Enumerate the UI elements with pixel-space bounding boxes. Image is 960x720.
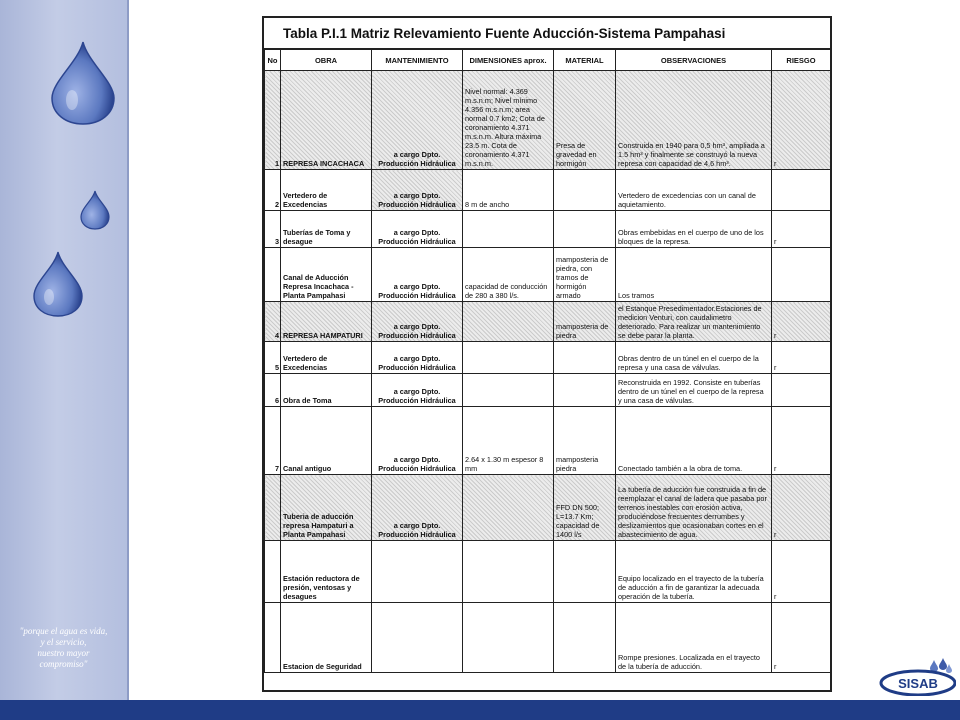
header-riesgo: RIESGO bbox=[772, 50, 831, 71]
cell-dim: capacidad de conducción de 280 a 380 l/s. bbox=[463, 248, 554, 302]
motto-line: nuestro mayor bbox=[37, 648, 90, 658]
cell-mat: FFD DN 500; L=13.7 Km; capacidad de 1400 l/s bbox=[554, 475, 616, 541]
cell-risk: r bbox=[772, 71, 831, 170]
sisab-logo bbox=[878, 658, 956, 696]
table-row bbox=[265, 603, 831, 673]
cell-dim: Nivel normal: 4.369 m.s.n.m; Nivel mínimo 4.356 m.s.n.m; area normal 0.7 km2; Cota de coronamiento 4.371 m.s.n.m. Altura máxima 23.5 m. Cota de coronamiento 4.371 m.s.n.m. bbox=[463, 71, 554, 170]
table-row bbox=[265, 71, 831, 170]
cell-obra: REPRESA INCACHACA bbox=[281, 71, 372, 170]
cell-mat bbox=[554, 541, 616, 603]
cell-no: 6 bbox=[265, 374, 281, 407]
cell-mant bbox=[372, 541, 463, 603]
cell-risk: r bbox=[772, 541, 831, 603]
cell-mant: a cargo Dpto. Producción Hidráulica bbox=[372, 170, 463, 211]
cell-obra: Vertedero de Excedencias bbox=[281, 342, 372, 374]
cell-dim: 2.64 x 1.30 m espesor 8 mm bbox=[463, 407, 554, 475]
cell-obs: Construida en 1940 para 0,5 hm³, ampliada a 1.5 hm³ y finalmente se construyó la nueva represa con capacidad de 4,6 hm³. bbox=[616, 71, 772, 170]
cell-dim: 8 m de ancho bbox=[463, 170, 554, 211]
motto-line: compromiso" bbox=[39, 659, 88, 669]
header-material: MATERIAL bbox=[554, 50, 616, 71]
cell-mant: a cargo Dpto. Producción Hidráulica bbox=[372, 71, 463, 170]
cell-no bbox=[265, 603, 281, 673]
cell-obs: Equipo localizado en el trayecto de la tubería de aducción a fin de garantizar la adecuada operación de la tubería. bbox=[616, 541, 772, 603]
cell-mant bbox=[372, 603, 463, 673]
cell-obra: Estación reductora de presión, ventosas y desagues bbox=[281, 541, 372, 603]
header-no: No bbox=[265, 50, 281, 71]
cell-risk: r bbox=[772, 475, 831, 541]
header-obra: OBRA bbox=[281, 50, 372, 71]
cell-no: 2 bbox=[265, 170, 281, 211]
cell-no: 3 bbox=[265, 211, 281, 248]
cell-mat bbox=[554, 374, 616, 407]
cell-mant: a cargo Dpto. Producción Hidráulica bbox=[372, 407, 463, 475]
table-row bbox=[265, 407, 831, 475]
survey-matrix-table bbox=[264, 49, 831, 673]
cell-mant: a cargo Dpto. Producción Hidráulica bbox=[372, 342, 463, 374]
table-row bbox=[265, 211, 831, 248]
cell-obs: el Estanque Presedimentador.Estaciones de medicion Venturi, con caudalimetro deteriorado. Para realizar un mantenimiento se debe parar la planta. bbox=[616, 302, 772, 342]
cell-mant: a cargo Dpto. Producción Hidráulica bbox=[372, 211, 463, 248]
cell-risk: r bbox=[772, 603, 831, 673]
cell-obra: Tuberías de Toma y desague bbox=[281, 211, 372, 248]
cell-no: 5 bbox=[265, 342, 281, 374]
table-row bbox=[265, 302, 831, 342]
table-row bbox=[265, 170, 831, 211]
logo-text: SISAB bbox=[898, 676, 938, 691]
cell-risk: r bbox=[772, 407, 831, 475]
cell-obs: Obras dentro de un túnel en el cuerpo de la represa y una casa de válvulas. bbox=[616, 342, 772, 374]
sidebar-panel bbox=[0, 0, 129, 700]
motto-line: "porque el agua es vida, bbox=[19, 626, 108, 636]
cell-obra: Estacion de Seguridad bbox=[281, 603, 372, 673]
cell-dim bbox=[463, 342, 554, 374]
small-water-drop-icon bbox=[80, 190, 110, 230]
cell-obra: Obra de Toma bbox=[281, 374, 372, 407]
cell-no: 1 bbox=[265, 71, 281, 170]
header-dimensiones: DIMENSIONES aprox. bbox=[463, 50, 554, 71]
cell-obra: Canal antiguo bbox=[281, 407, 372, 475]
cell-mat: mamposteria piedra bbox=[554, 407, 616, 475]
cell-no bbox=[265, 475, 281, 541]
cell-dim bbox=[463, 541, 554, 603]
table-header-row bbox=[265, 50, 831, 71]
cell-no bbox=[265, 541, 281, 603]
cell-obs: Los tramos bbox=[616, 248, 772, 302]
medium-water-drop-icon bbox=[32, 250, 84, 318]
cell-mat: Presa de gravedad en hormigón bbox=[554, 71, 616, 170]
large-water-drop-icon bbox=[50, 40, 116, 126]
motto-line: y el servicio, bbox=[40, 637, 87, 647]
motto-text bbox=[0, 626, 127, 670]
cell-dim bbox=[463, 211, 554, 248]
cell-obs: Rompe presiones. Localizada en el trayecto de la tubería de aducción. bbox=[616, 603, 772, 673]
cell-obra: REPRESA HAMPATURI bbox=[281, 302, 372, 342]
cell-mant: a cargo Dpto. Producción Hidráulica bbox=[372, 475, 463, 541]
cell-mant: a cargo Dpto. Producción Hidráulica bbox=[372, 302, 463, 342]
document-title: Tabla P.I.1 Matriz Relevamiento Fuente Aducción-Sistema Pampahasi bbox=[264, 18, 830, 49]
cell-mat bbox=[554, 211, 616, 248]
cell-dim bbox=[463, 374, 554, 407]
cell-obs: Obras embebidas en el cuerpo de uno de los bloques de la represa. bbox=[616, 211, 772, 248]
cell-obs: Conectado también a la obra de toma. bbox=[616, 407, 772, 475]
cell-no: 7 bbox=[265, 407, 281, 475]
cell-obs: Vertedero de excedencias con un canal de aquietamiento. bbox=[616, 170, 772, 211]
cell-obs: La tubería de aducción fue construida a fin de reemplazar el canal de ladera que pasaba por terrenos inestables con erosión activa, produciéndose frecuentes derrumbes y deslizamientos que ocasionaban cortes en el abastecimiento de agua. bbox=[616, 475, 772, 541]
cell-obra: Tuberia de aducción represa Hampaturi a Planta Pampahasi bbox=[281, 475, 372, 541]
cell-risk: r bbox=[772, 342, 831, 374]
cell-mat bbox=[554, 170, 616, 211]
cell-dim bbox=[463, 302, 554, 342]
scanned-document bbox=[262, 16, 832, 692]
cell-mat: mamposteria de piedra, con tramos de hormigón armado bbox=[554, 248, 616, 302]
header-observaciones: OBSERVACIONES bbox=[616, 50, 772, 71]
cell-risk: r bbox=[772, 302, 831, 342]
table-row bbox=[265, 374, 831, 407]
cell-risk bbox=[772, 248, 831, 302]
table-row bbox=[265, 475, 831, 541]
cell-risk bbox=[772, 170, 831, 211]
footer-bar bbox=[0, 700, 960, 720]
cell-mat bbox=[554, 342, 616, 374]
cell-dim bbox=[463, 475, 554, 541]
cell-obra: Canal de Aducción Represa Incachaca - Planta Pampahasi bbox=[281, 248, 372, 302]
cell-obs: Reconstruida en 1992. Consiste en tuberías dentro de un túnel en el cuerpo de la represa y una casa de válvulas. bbox=[616, 374, 772, 407]
cell-risk bbox=[772, 374, 831, 407]
cell-mant: a cargo Dpto. Producción Hidráulica bbox=[372, 374, 463, 407]
table-row bbox=[265, 248, 831, 302]
table-row bbox=[265, 342, 831, 374]
cell-mant: a cargo Dpto. Producción Hidráulica bbox=[372, 248, 463, 302]
cell-no bbox=[265, 248, 281, 302]
cell-mat bbox=[554, 603, 616, 673]
cell-no: 4 bbox=[265, 302, 281, 342]
table-row bbox=[265, 541, 831, 603]
cell-dim bbox=[463, 603, 554, 673]
cell-risk: r bbox=[772, 211, 831, 248]
cell-obra: Vertedero de Excedencias bbox=[281, 170, 372, 211]
header-mantenimiento: MANTENIMIENTO bbox=[372, 50, 463, 71]
cell-mat: mamposteria de piedra bbox=[554, 302, 616, 342]
